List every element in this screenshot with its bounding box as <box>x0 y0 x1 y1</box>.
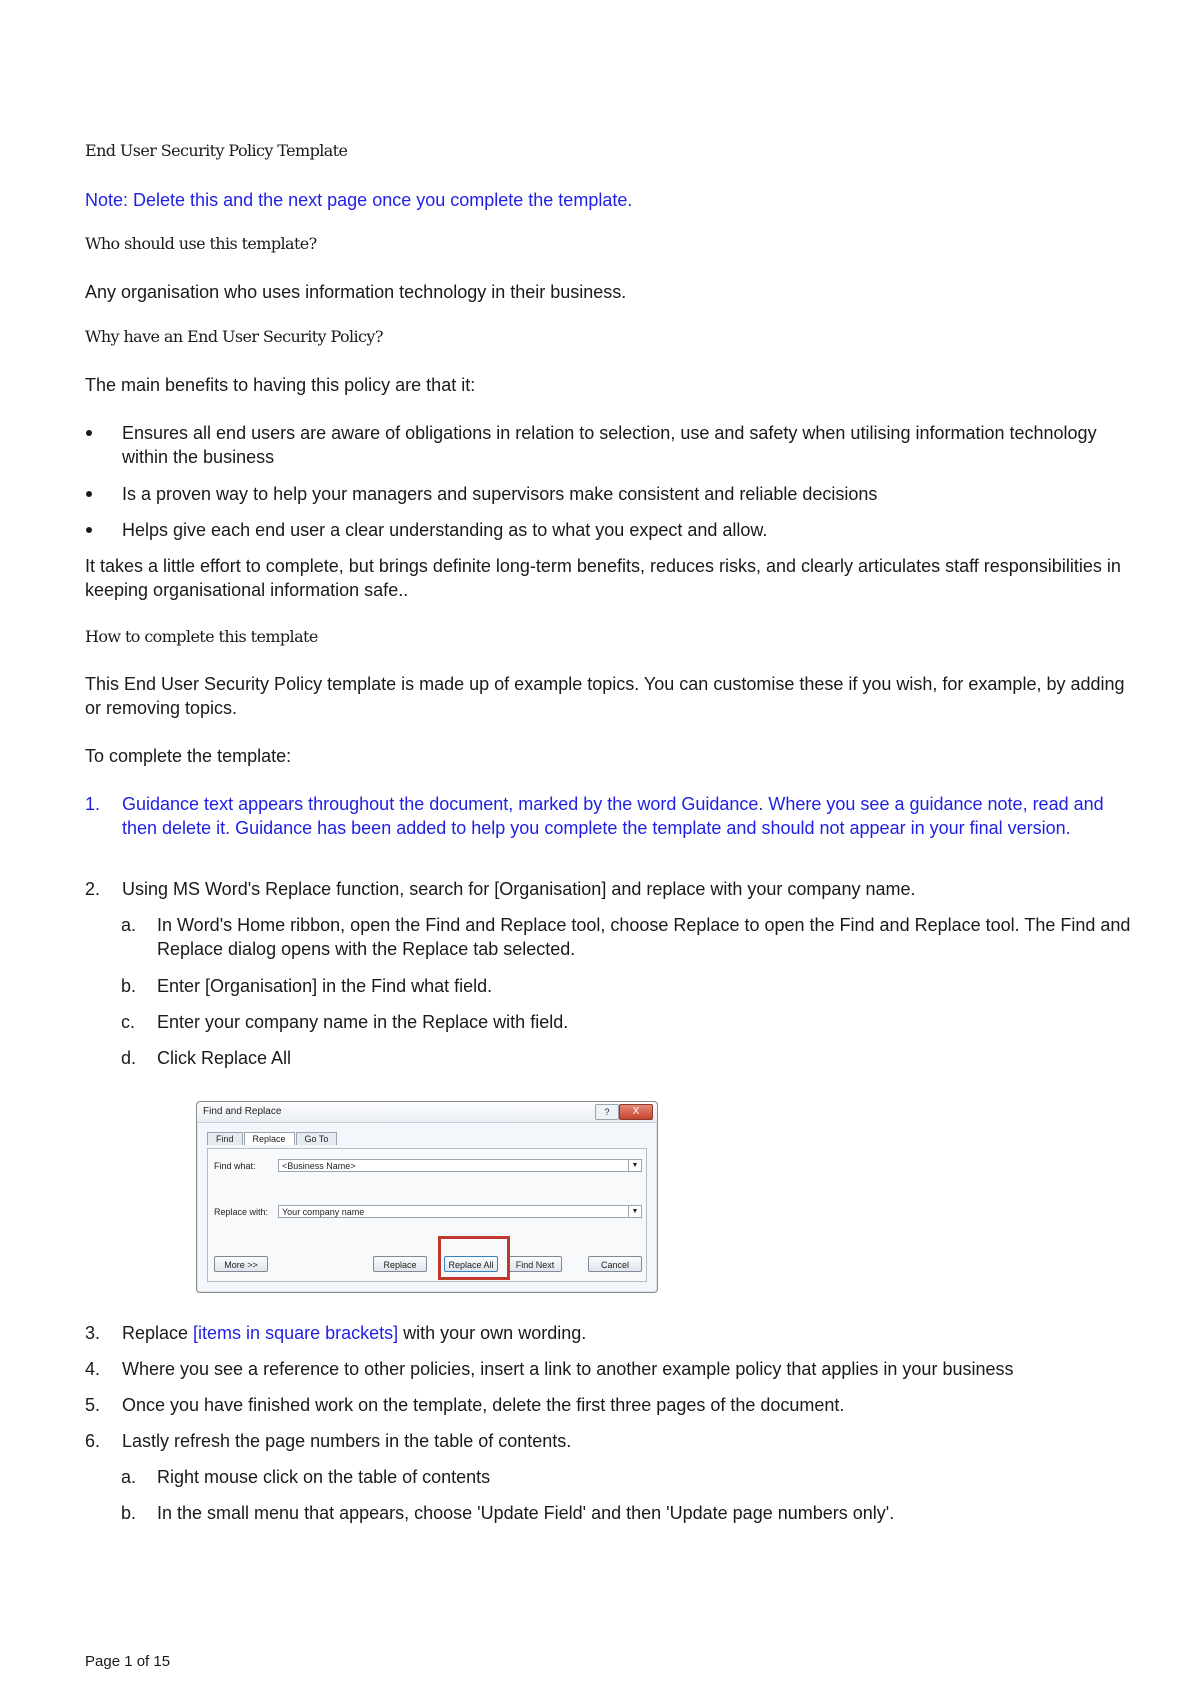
tab-find: Find <box>207 1132 243 1145</box>
list-letter: c. <box>121 1012 136 1032</box>
list-text-part: Replace <box>122 1323 194 1343</box>
list-text: Once you have finished work on the template, delete the first three pages of the document. <box>122 1395 845 1415</box>
find-what-field <box>278 1159 642 1172</box>
bullet-icon <box>86 491 92 497</box>
dialog-titlebar <box>197 1102 657 1123</box>
list-letter: a. <box>121 915 137 935</box>
heading-who: Who should use this template? <box>85 234 317 253</box>
bullet-icon <box>86 527 92 533</box>
tab-replace: Replace <box>244 1132 295 1145</box>
cancel-button: Cancel <box>588 1256 642 1272</box>
replace-with-label: Replace with: <box>214 1207 269 1217</box>
bullet-text: Ensures all end users are aware of obligations in relation to selection, use and safety when utilising information technology within the business <box>122 423 1097 467</box>
heading-how: How to complete this template <box>85 627 318 646</box>
para-to-complete: To complete the template: <box>85 746 292 766</box>
close-icon: X <box>619 1104 653 1120</box>
list-number: 3. <box>85 1323 101 1343</box>
find-replace-dialog-image <box>196 1101 658 1293</box>
list-text: Lastly refresh the page numbers in the table of contents. <box>122 1431 572 1451</box>
dialog-tabs <box>207 1132 338 1145</box>
replace-with-value: Your company name <box>282 1207 365 1217</box>
list-number: 4. <box>85 1359 101 1379</box>
list-text: Where you see a reference to other policies, insert a link to another example policy that applies in your business <box>122 1359 1014 1379</box>
page-number-footer: Page 1 of 15 <box>85 1653 171 1670</box>
bullet-text: Helps give each end user a clear understanding as to what you expect and allow. <box>122 520 768 540</box>
para-how: This End User Security Policy template is made up of example topics. You can customise these if you wish, for example, by adding or removing topics. <box>85 674 1125 718</box>
note-text: Note: Delete this and the next page once you complete the template. <box>85 190 633 210</box>
replace-all-button: Replace All <box>444 1256 498 1272</box>
find-what-value: <Business Name> <box>282 1161 356 1171</box>
chevron-down-icon: ▼ <box>628 1160 641 1171</box>
bullet-icon <box>86 430 92 436</box>
list-number: 1. <box>85 794 101 814</box>
list-text: Enter your company name in the Replace with field. <box>157 1012 569 1032</box>
bullet-text: Is a proven way to help your managers and supervisors make consistent and reliable decisions <box>122 484 878 504</box>
list-letter: a. <box>121 1467 137 1487</box>
list-letter: b. <box>121 1503 137 1523</box>
list-text: Enter [Organisation] in the Find what field. <box>157 976 493 996</box>
list-text: In the small menu that appears, choose 'Update Field' and then 'Update page numbers only'. <box>157 1503 895 1523</box>
heading-why: Why have an End User Security Policy? <box>85 327 383 346</box>
list-text: In Word's Home ribbon, open the Find and Replace tool, choose Replace to open the Find and Replace tool. The Find and Replace dialog opens with the Replace tab selected. <box>157 915 1131 959</box>
tab-goto: Go To <box>296 1132 338 1145</box>
list-letter: d. <box>121 1048 137 1068</box>
para-benefits: The main benefits to having this policy are that it: <box>85 375 476 395</box>
list-number: 6. <box>85 1431 101 1451</box>
list-number: 2. <box>85 879 101 899</box>
more-button: More >> <box>214 1256 268 1272</box>
list-text <box>122 1321 1135 1345</box>
find-what-label: Find what: <box>214 1161 256 1171</box>
list-number: 5. <box>85 1395 101 1415</box>
list-text: Right mouse click on the table of contents <box>157 1467 491 1487</box>
guidance-placeholder: [items in square brackets] <box>193 1323 399 1343</box>
list-text: Using MS Word's Replace function, search for [Organisation] and replace with your company name. <box>122 879 916 899</box>
para-effort: It takes a little effort to complete, but brings definite long-term benefits, reduces risks, and clearly articulates staff responsibilities in keeping organisational information safe.. <box>85 556 1121 600</box>
doc-title: End User Security Policy Template <box>85 141 348 160</box>
replace-all-highlight <box>438 1236 510 1280</box>
list-text-part: with your own wording. <box>398 1323 587 1343</box>
para-who: Any organisation who uses information technology in their business. <box>85 282 627 302</box>
dialog-panel <box>207 1148 647 1282</box>
chevron-down-icon: ▼ <box>628 1206 641 1217</box>
list-letter: b. <box>121 976 137 996</box>
dialog-title: Find and Replace <box>203 1106 282 1117</box>
help-icon: ? <box>595 1104 619 1120</box>
find-next-button: Find Next <box>508 1256 562 1272</box>
list-text: Guidance text appears throughout the document, marked by the word Guidance. Where you see a guidance note, read and then delete it. Guidance has been added to help you complete the template and should not appear in your final version. <box>122 794 1104 838</box>
replace-button: Replace <box>373 1256 427 1272</box>
replace-with-field <box>278 1205 642 1218</box>
list-text: Click Replace All <box>157 1048 292 1068</box>
